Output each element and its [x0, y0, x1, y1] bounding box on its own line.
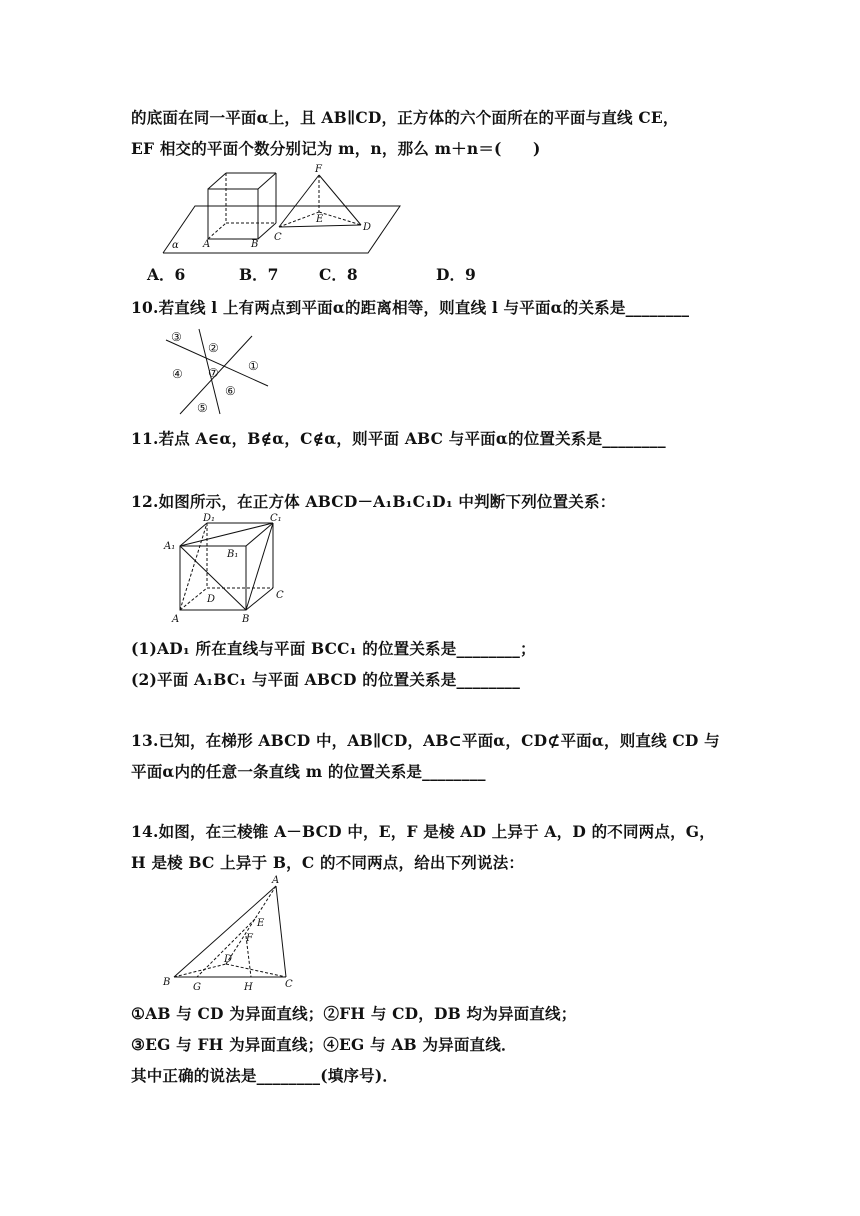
- figure-pyramid-abcd: [160, 874, 300, 994]
- label-f: F: [315, 164, 322, 175]
- label-d: D: [207, 594, 216, 605]
- label-b: B: [242, 614, 250, 625]
- question-14-answer: 其中正确的说法是________(填序号)．: [131, 1066, 399, 1085]
- region-3: ③: [171, 330, 182, 344]
- question-13-line-1: 13.已知，在梯形 ABCD 中，AB∥CD，AB⊂平面α，CD⊄平面α，则直线 CD 与: [131, 731, 720, 750]
- text-line-2: EF 相交的平面个数分别记为 m，n，那么 m＋n＝( ): [131, 139, 541, 158]
- question-14-line-1: 14.如图，在三棱锥 A－BCD 中，E，F 是棱 AD 上异于 A，D 的不同两点，G，: [131, 822, 715, 841]
- label-e: E: [257, 918, 265, 929]
- region-7: ⑦: [208, 366, 219, 380]
- question-12-part-1: (1)AD₁ 所在直线与平面 BCC₁ 的位置关系是________；: [131, 639, 536, 658]
- label-e: E: [316, 214, 324, 225]
- label-g: G: [193, 982, 201, 993]
- option-c: C．8: [319, 265, 358, 284]
- region-6: ⑥: [225, 384, 236, 398]
- label-c: C: [276, 590, 284, 601]
- label-d: D: [224, 954, 233, 965]
- figure-intersecting-lines: [160, 324, 270, 416]
- question-11: 11.若点 A∈α，B∉α，C∉α，则平面 ABC 与平面α的位置关系是________: [131, 429, 666, 448]
- question-13-line-2: 平面α内的任意一条直线 m 的位置关系是________: [131, 762, 486, 781]
- question-12: 12.如图所示，在正方体 ABCD－A₁B₁C₁D₁ 中判断下列位置关系：: [131, 492, 616, 511]
- question-14-statement-2: ③EG 与 FH 为异面直线；④EG 与 AB 为异面直线．: [131, 1035, 517, 1054]
- label-d: D: [363, 222, 372, 233]
- label-c1: C₁: [270, 513, 282, 524]
- figure-cube-and-tetrahedron: [160, 160, 405, 255]
- label-b: B: [163, 977, 171, 988]
- label-c: C: [285, 979, 293, 990]
- question-14-line-2: H 是棱 BC 上异于 B，C 的不同两点，给出下列说法：: [131, 853, 525, 872]
- label-f: F: [246, 933, 253, 944]
- label-b: B: [251, 239, 259, 250]
- option-b: B．7: [239, 265, 279, 284]
- label-h: H: [244, 982, 253, 993]
- label-a: A: [203, 239, 211, 250]
- label-alpha: α: [172, 240, 179, 251]
- label-c: C: [274, 232, 282, 243]
- question-12-part-2: (2)平面 A₁BC₁ 与平面 ABCD 的位置关系是________: [131, 670, 521, 689]
- label-a1: A₁: [164, 541, 176, 552]
- region-2: ②: [208, 341, 219, 355]
- option-d: D．9: [436, 265, 476, 284]
- question-14-statement-1: ①AB 与 CD 为异面直线；②FH 与 CD，DB 均为异面直线；: [131, 1004, 577, 1023]
- figure-cube-abcd: [160, 512, 295, 627]
- label-a: A: [172, 614, 180, 625]
- label-d1: D₁: [203, 513, 216, 524]
- label-a: A: [272, 875, 280, 886]
- text-line-1: 的底面在同一平面α上，且 AB∥CD，正方体的六个面所在的平面与直线 CE，: [131, 108, 679, 127]
- region-1: ①: [248, 359, 259, 373]
- region-5: ⑤: [197, 401, 208, 415]
- label-b1: B₁: [227, 549, 239, 560]
- question-10: 10.若直线 l 上有两点到平面α的距离相等，则直线 l 与平面α的关系是________: [131, 298, 690, 317]
- option-a: A．6: [147, 265, 186, 284]
- region-4: ④: [172, 367, 183, 381]
